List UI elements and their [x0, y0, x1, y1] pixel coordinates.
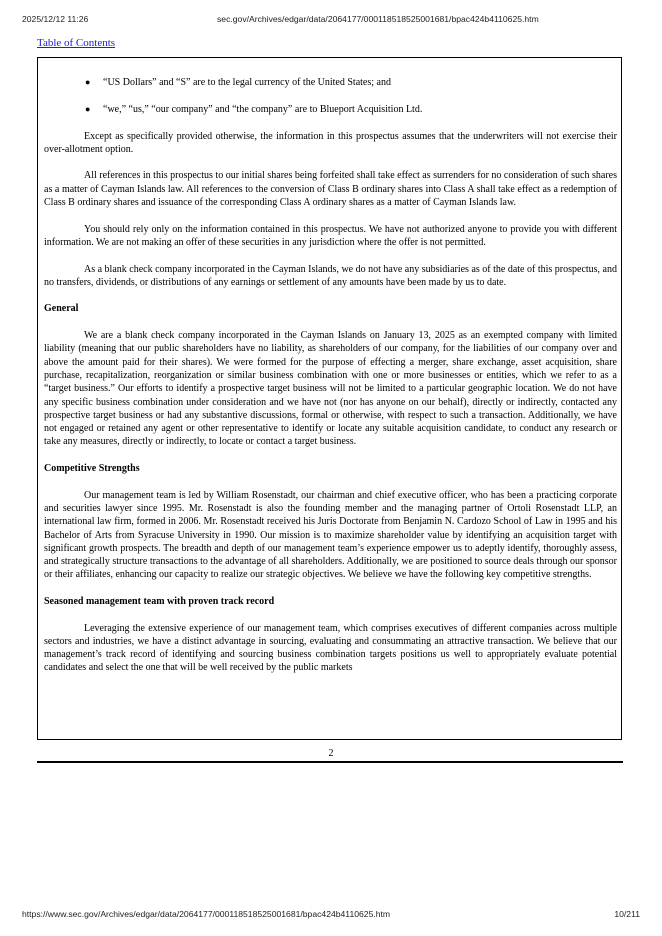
section-heading-seasoned-management: Seasoned management team with proven track record [44, 595, 275, 607]
content-box [37, 57, 622, 740]
bullet-text: “US Dollars” and “S” are to the legal currency of the United States; and [103, 77, 391, 88]
page-number: 2 [328, 748, 334, 759]
print-footer-url: https://www.sec.gov/Archives/edgar/data/2064177/000118518525001681/bpac424b4110625.htm [22, 909, 391, 919]
bullet-icon: ● [85, 77, 91, 87]
print-page-count: 10/211 [614, 909, 640, 919]
section-heading-competitive-strengths: Competitive Strengths [44, 463, 140, 475]
page-divider [37, 761, 623, 763]
bullet-icon: ● [85, 103, 91, 114]
paragraph-rely-on-information: You should rely only on the information contained in this prospectus. We have not authorized anyone to provide you with different information. We are not making an offer of these securities in any jurisdiction where the offer is not permitted. [44, 223, 617, 248]
document-body [44, 76, 617, 688]
paragraph-competitive-strengths: Our management team is led by William Rosenstadt, our chairman and chief executive officer, who has been a practicing corporate and securities lawyer since 1995. Mr. Rosenstadt is also the founding member and the managing partner of Ortoli Rosenstadt LLP, an international law firm, formed in 2006. Mr. Rosenstadt received his Juris Doctorate from Benjamin N. Cardozo School of Law in 1995 and his Bachelor of Arts from Syracuse University in 1990. Our mission is to maximize shareholder value by identifying an acquisition target with significant growth prospects. The breadth and depth of our management team’s experience empower us to adeptly identify, thoroughly assess, and strategically structure transactions to the advantage of all shareholders. Additionally, we are positioned to source deals through our sponsor or their affiliates, enhancing our capacity to realize our strategic objectives. We believe we have the following key competitive strengths. [44, 489, 617, 581]
definition-bullet [44, 76, 617, 89]
bullet-text: “we,” “us,” “our company” and “the company” are to Blueport Acquisition Ltd. [103, 103, 423, 115]
section-heading-general: General [44, 303, 79, 315]
print-header [0, 14, 662, 28]
table-of-contents-link[interactable]: Table of Contents [37, 37, 116, 49]
print-datetime: 2025/12/12 11:26 [22, 14, 89, 24]
print-footer [0, 909, 662, 923]
definition-bullet [44, 103, 617, 116]
print-header-url: sec.gov/Archives/edgar/data/2064177/000118518525001681/bpac424b4110625.htm [217, 14, 539, 24]
paragraph-seasoned-management: Leveraging the extensive experience of our management team, which comprises executives of different companies across multiple sectors and industries, we have a distinct advantage in sourcing, evaluating and consummating an attractive transaction. We believe that our management’s track record of identifying and sourcing business combination targets positions us well to appropriately evaluate potential candidates and select the one that will be well received by the public markets [44, 622, 617, 674]
paragraph-general: We are a blank check company incorporated in the Cayman Islands on January 13, 2025 as an exempted company with limited liability (meaning that our public shareholders have no liability, as shareholders of our company, for the liabilities of our company over and above the amount paid for their shares). We were formed for the purpose of effecting a merger, share exchange, asset acquisition, share purchase, recapitalization, reorganization or similar business combination with one or more businesses or entities, which we refer to as a “target business.” Our efforts to identify a prospective target business will not be limited to a particular geographic location. We do not have any specific business combination under consideration and we have not (nor has anyone on our behalf), directly or indirectly, contacted any prospective target business or had any substantive discussions, formal or otherwise, with respect to such a transaction. Additionally, we have not engaged or retained any agent or other representative to identify or locate any suitable acquisition candidate, to conduct any research or take any measures, directly or indirectly, to locate or contact a target business. [44, 330, 617, 448]
paragraph-overallotment: Except as specifically provided otherwise, the information in this prospectus assumes that the underwriters will not exercise their over-allotment option. [44, 130, 617, 155]
paragraph-no-subsidiaries: As a blank check company incorporated in the Cayman Islands, we do not have any subsidiaries as of the date of this prospectus, and no transfers, dividends, or distributions of any earnings or settlement of any amounts have been made by us to date. [44, 263, 617, 288]
paragraph-forfeited-shares: All references in this prospectus to our initial shares being forfeited shall take effect as surrenders for no consideration of such shares as a matter of Cayman Islands law. All references to the conversion of Class B ordinary shares into Class A shall take effect as a redemption of Class B ordinary shares and issuance of the corresponding Class A ordinary shares as a matter of Cayman Islands law. [44, 170, 617, 209]
